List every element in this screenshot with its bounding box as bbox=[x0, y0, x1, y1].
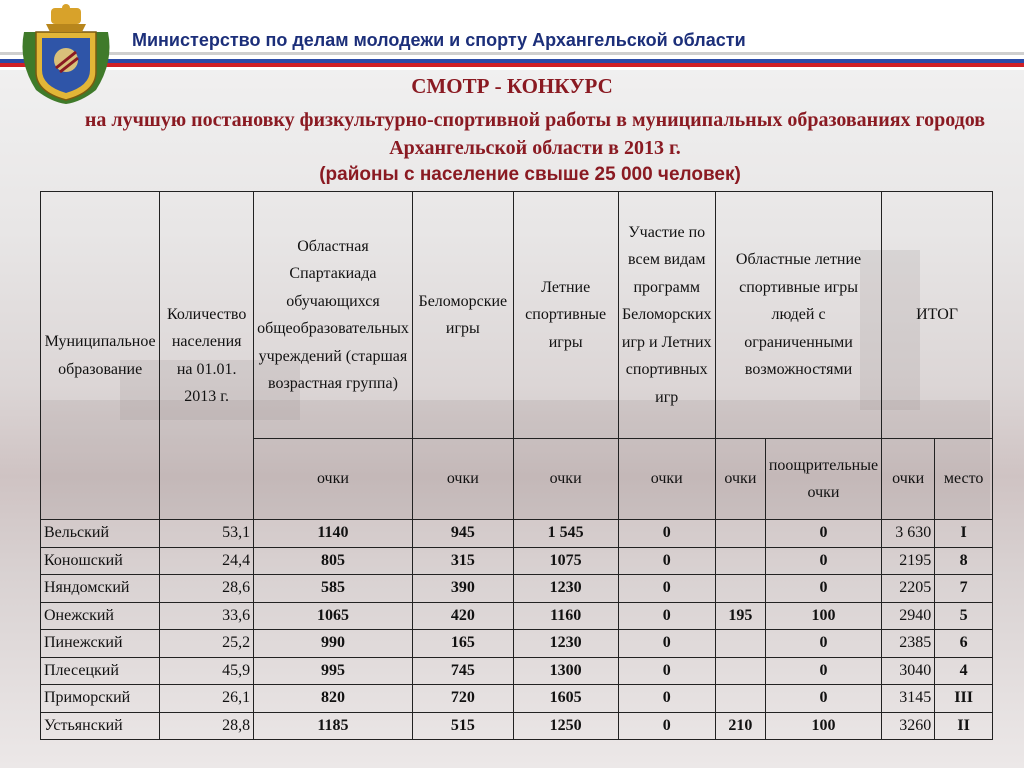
table-row bbox=[41, 657, 993, 685]
header-population: Количество населения на 01.01. 2013 г. bbox=[160, 192, 254, 520]
cell-total: 3145 bbox=[882, 685, 935, 713]
cell-participation: 0 bbox=[618, 630, 715, 658]
header-total: ИТОГ bbox=[882, 192, 993, 439]
cell-population: 45,9 bbox=[160, 657, 254, 685]
subheader-points: очки bbox=[254, 439, 413, 520]
cell-name: Приморский bbox=[41, 685, 160, 713]
cell-summer: 1250 bbox=[513, 712, 618, 740]
cell-summer: 1300 bbox=[513, 657, 618, 685]
cell-place: III bbox=[935, 685, 993, 713]
header-belomorsk-games: Беломорские игры bbox=[412, 192, 513, 439]
cell-disabled: 210 bbox=[715, 712, 765, 740]
subheader-points: очки bbox=[715, 439, 765, 520]
cell-place: 6 bbox=[935, 630, 993, 658]
table-row bbox=[41, 575, 993, 603]
cell-spartakiad: 1065 bbox=[254, 602, 413, 630]
cell-disabled bbox=[715, 547, 765, 575]
cell-population: 53,1 bbox=[160, 520, 254, 548]
cell-encouraging: 100 bbox=[765, 602, 881, 630]
cell-encouraging: 0 bbox=[765, 630, 881, 658]
cell-belomorsk: 165 bbox=[412, 630, 513, 658]
cell-spartakiad: 995 bbox=[254, 657, 413, 685]
cell-belomorsk: 390 bbox=[412, 575, 513, 603]
cell-total: 3 630 bbox=[882, 520, 935, 548]
header-spartakiad: Областная Спартакиада обучающихся общеобразовательных учреждений (старшая возрастная группа) bbox=[254, 192, 413, 439]
header-stripe-red bbox=[0, 63, 1024, 67]
cell-summer: 1230 bbox=[513, 575, 618, 603]
page-subtitle-note: (районы с население свыше 25 000 человек) bbox=[319, 164, 741, 185]
cell-place: I bbox=[935, 520, 993, 548]
cell-name: Вельский bbox=[41, 520, 160, 548]
table-row bbox=[41, 602, 993, 630]
cell-participation: 0 bbox=[618, 575, 715, 603]
cell-population: 33,6 bbox=[160, 602, 254, 630]
cell-place: 8 bbox=[935, 547, 993, 575]
page-title: СМОТР - КОНКУРС bbox=[411, 74, 613, 98]
cell-participation: 0 bbox=[618, 712, 715, 740]
cell-population: 28,6 bbox=[160, 575, 254, 603]
cell-total: 2205 bbox=[882, 575, 935, 603]
cell-belomorsk: 315 bbox=[412, 547, 513, 575]
table-row bbox=[41, 630, 993, 658]
cell-population: 25,2 bbox=[160, 630, 254, 658]
cell-name: Онежский bbox=[41, 602, 160, 630]
header-municipality: Муниципальное образование bbox=[41, 192, 160, 520]
page-subtitle: на лучшую постановку физкультурно-спортивной работы в муниципальных образованиях городов Архангельской области в 2013 г. bbox=[84, 109, 986, 159]
cell-disabled bbox=[715, 630, 765, 658]
cell-summer: 1605 bbox=[513, 685, 618, 713]
cell-encouraging: 0 bbox=[765, 520, 881, 548]
cell-name: Плесецкий bbox=[41, 657, 160, 685]
results-table bbox=[40, 191, 993, 740]
cell-place: 4 bbox=[935, 657, 993, 685]
cell-belomorsk: 515 bbox=[412, 712, 513, 740]
cell-spartakiad: 1185 bbox=[254, 712, 413, 740]
cell-spartakiad: 1140 bbox=[254, 520, 413, 548]
table-row bbox=[41, 520, 993, 548]
cell-total: 2940 bbox=[882, 602, 935, 630]
cell-total: 2385 bbox=[882, 630, 935, 658]
subheader-place: место bbox=[935, 439, 993, 520]
cell-name: Пинежский bbox=[41, 630, 160, 658]
cell-summer: 1 545 bbox=[513, 520, 618, 548]
cell-belomorsk: 745 bbox=[412, 657, 513, 685]
cell-encouraging: 0 bbox=[765, 575, 881, 603]
cell-summer: 1160 bbox=[513, 602, 618, 630]
cell-belomorsk: 720 bbox=[412, 685, 513, 713]
cell-participation: 0 bbox=[618, 602, 715, 630]
cell-place: 5 bbox=[935, 602, 993, 630]
cell-participation: 0 bbox=[618, 547, 715, 575]
cell-population: 24,4 bbox=[160, 547, 254, 575]
cell-place: II bbox=[935, 712, 993, 740]
cell-participation: 0 bbox=[618, 520, 715, 548]
cell-participation: 0 bbox=[618, 685, 715, 713]
cell-spartakiad: 990 bbox=[254, 630, 413, 658]
cell-spartakiad: 805 bbox=[254, 547, 413, 575]
cell-disabled: 195 bbox=[715, 602, 765, 630]
table-row bbox=[41, 712, 993, 740]
cell-encouraging: 0 bbox=[765, 547, 881, 575]
cell-disabled bbox=[715, 575, 765, 603]
cell-spartakiad: 585 bbox=[254, 575, 413, 603]
cell-name: Няндомский bbox=[41, 575, 160, 603]
header-summer-games: Летние спортивные игры bbox=[513, 192, 618, 439]
cell-spartakiad: 820 bbox=[254, 685, 413, 713]
cell-participation: 0 bbox=[618, 657, 715, 685]
table-row bbox=[41, 547, 993, 575]
cell-place: 7 bbox=[935, 575, 993, 603]
cell-belomorsk: 945 bbox=[412, 520, 513, 548]
subheader-points: очки bbox=[412, 439, 513, 520]
cell-disabled bbox=[715, 685, 765, 713]
cell-population: 26,1 bbox=[160, 685, 254, 713]
cell-total: 3260 bbox=[882, 712, 935, 740]
cell-encouraging: 100 bbox=[765, 712, 881, 740]
cell-total: 2195 bbox=[882, 547, 935, 575]
cell-name: Коношский bbox=[41, 547, 160, 575]
subheader-points: очки bbox=[513, 439, 618, 520]
cell-disabled bbox=[715, 520, 765, 548]
cell-encouraging: 0 bbox=[765, 685, 881, 713]
cell-summer: 1075 bbox=[513, 547, 618, 575]
cell-encouraging: 0 bbox=[765, 657, 881, 685]
table-row bbox=[41, 685, 993, 713]
cell-total: 3040 bbox=[882, 657, 935, 685]
cell-disabled bbox=[715, 657, 765, 685]
header-participation: Участие по всем видам программ Беломорских игр и Летних спортивных игр bbox=[618, 192, 715, 439]
cell-belomorsk: 420 bbox=[412, 602, 513, 630]
subheader-points: очки bbox=[882, 439, 935, 520]
ministry-title: Министерство по делам молодежи и спорту Архангельской области bbox=[132, 30, 746, 50]
cell-summer: 1230 bbox=[513, 630, 618, 658]
subheader-encouraging-points: поощрительные очки bbox=[765, 439, 881, 520]
subheader-points: очки bbox=[618, 439, 715, 520]
cell-name: Устьянский bbox=[41, 712, 160, 740]
cell-population: 28,8 bbox=[160, 712, 254, 740]
header-disabled-games: Областные летние спортивные игры людей с ограниченными возможностями bbox=[715, 192, 881, 439]
